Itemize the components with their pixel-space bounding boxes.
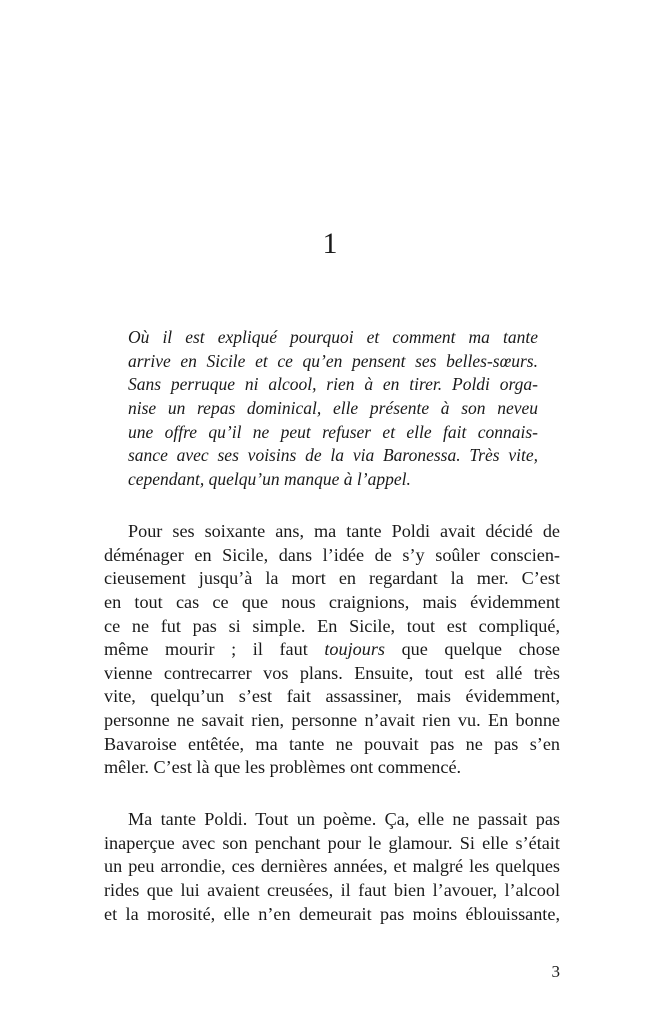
paragraph-line: cieusement jusqu’à la mort en regardant la mer. C’est [104, 568, 560, 589]
paragraph-line: et la morosité, elle n’en demeurait pas moins éblouissante, [104, 903, 560, 924]
paragraph-line: vite, quelqu’un s’est fait assassiner, mais évidemment, [104, 686, 560, 707]
summary-line: cependant, quelqu’un manque à l’appel. [128, 469, 411, 490]
paragraph-line [104, 638, 560, 662]
line-text: que quelque chose [384, 639, 561, 660]
paragraph-line: ce ne fut pas si simple. En Sicile, tout est compliqué, [104, 615, 560, 636]
paragraph-line: en tout cas ce que nous craignions, mais évidemment [104, 591, 560, 612]
paragraph-line: rides que lui avaient creusées, il faut bien l’avouer, l’alcool [104, 879, 560, 900]
paragraph-line: vienne contrecarrer vos plans. Ensuite, tout est allé très [104, 662, 560, 683]
paragraph-2 [104, 808, 560, 926]
page-number: 3 [551, 962, 560, 981]
emphasis-toujours: toujours [324, 639, 385, 660]
paragraph-line: personne ne savait rien, personne n’avait rien vu. En bonne [104, 710, 560, 731]
summary-line: une offre qu’il ne peut refuser et elle fait connais- [128, 421, 538, 442]
summary-line: arrive en Sicile et ce qu’en pensent ses belles-sœurs. [128, 350, 538, 371]
summary-line: sance avec ses voisins de la via Baronessa. Très vite, [128, 445, 538, 466]
chapter-summary [128, 326, 538, 492]
summary-line: nise un repas dominical, elle présente à son neveu [128, 398, 538, 419]
paragraph-line: inaperçue avec son penchant pour le glamour. Si elle s’était [104, 832, 560, 853]
paragraph-line: Pour ses soixante ans, ma tante Poldi avait décidé de [128, 521, 560, 541]
paragraph-line: Ma tante Poldi. Tout un poème. Ça, elle ne passait pas [128, 809, 560, 829]
line-text: même mourir ; il faut [104, 639, 325, 660]
summary-line: Où il est expliqué pourquoi et comment ma tante [128, 327, 538, 347]
paragraph-line: Bavaroise entêtée, ma tante ne pouvait pas ne pas s’en [104, 733, 560, 754]
paragraph-line: un peu arrondie, ces dernières années, et malgré les quelques [104, 856, 560, 877]
summary-line: Sans perruque ni alcool, rien à en tirer. Poldi orga- [128, 374, 538, 395]
paragraph-line: mêler. C’est là que les problèmes ont commencé. [104, 757, 462, 778]
chapter-number: 1 [322, 227, 338, 260]
paragraph-1 [104, 520, 560, 780]
paragraph-line: déménager en Sicile, dans l’idée de s’y soûler conscien- [104, 544, 560, 565]
